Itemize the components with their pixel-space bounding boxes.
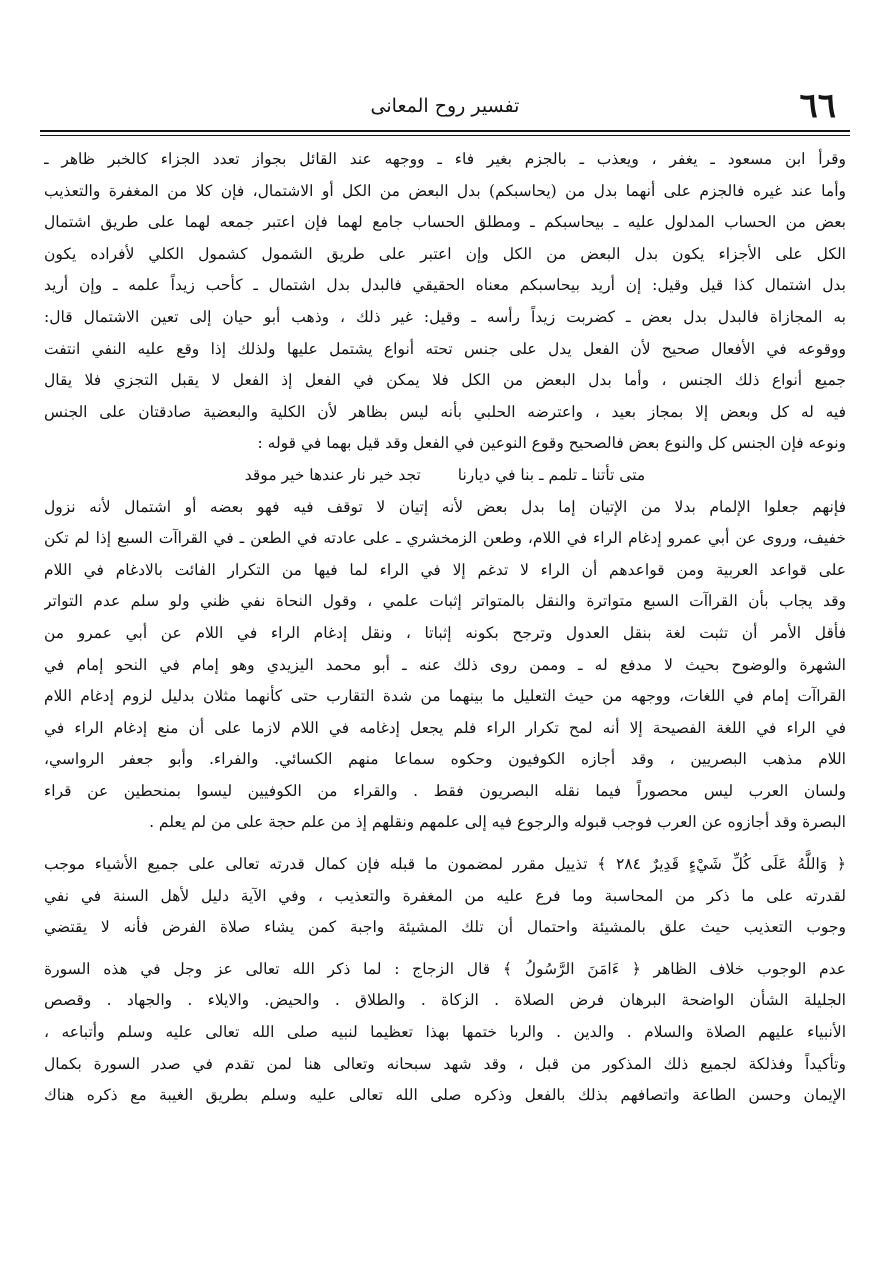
text-line: بعض من الحساب المدلول عليه ـ بيحاسبكم ـ ومطلق الحساب جامع لهما فإن اعتبر جمعه لهما على طريق اشتمال bbox=[44, 213, 846, 232]
text-line: خفيف، وروى عن أبي عمرو إدغام الراء في اللام، وطعن الزمخشري ـ على عادته في الطعن ـ في القراآت السبع إذا لم تكن bbox=[44, 529, 846, 548]
text-line: وتأكيداً وفذلكة لجميع ذلك المذكور من قبل ، وقد شهد سبحانه وتعالى هنا لمن تقدم في صدر السورة بكمال bbox=[44, 1054, 846, 1073]
verse-second-hemistich: تجد خير نار عندها خير موقد bbox=[244, 465, 421, 484]
text-line: وأما عند غيره فالجزم على أنهما بدل من (يحاسبكم) بدل البعض من الكل أو الاشتمال، فإن كلا من المغفرة والتعذيب bbox=[44, 181, 846, 200]
paragraph-gap bbox=[44, 944, 846, 954]
text-line: الجليلة الشأن الواضحة البرهان فرض الصلاة . الزكاة . والطلاق . والحيض. والايلاء . والجهاد . وقصص bbox=[44, 991, 846, 1010]
paragraph-1 bbox=[44, 144, 846, 460]
text-line: وجوب التعذيب حيث علق بالمشيئة واحتمال أن تلك المشيئة واجبة كمن يشاء صلاة الفرض فأنه لا يقتضي bbox=[44, 918, 846, 937]
verse-first-hemistich: متى تأتنا ـ تلمم ـ بنا في ديارنا bbox=[457, 465, 646, 484]
text-line: لقدرته على ما ذكر من المحاسبة وما فرع عليه من المغفرة والتعذيب ، وفي الآية دليل لأهل السنة في نفي bbox=[44, 886, 846, 905]
header-rule-thin bbox=[40, 135, 850, 136]
text-line: ونوعه فإن الجنس كل والنوع بعض فالصحيح وقوع النوعين في الفعل وقد قيل بهما في قوله : bbox=[257, 434, 846, 453]
text-line-quran: ﴿ وَاللَّهُ عَلَى كُلِّ شَيْءٍ قَدِيرٌ ٢٨٤ ﴾ تذييل مقرر لمضمون ما قبله فإن كمال قدرته تعالى على جميع الأشياء موجب bbox=[44, 855, 846, 874]
header-rule bbox=[40, 130, 850, 132]
text-line: ووقوعه في الأفعال صحيح لأن الفعل يدل على جنس تحته أنواع يشتمل عليها ولذلك إذا وقع عليه النفي انتفت bbox=[44, 339, 846, 358]
text-line: فأقل الأمر أن تثبت لغة بنقل العدول وترجح بكونه إثباتا ، ونقل إدغام الراء في اللام عن أبي عمرو من bbox=[44, 623, 846, 642]
text-line: به المجازاة فالبدل بدل بعض ـ كضربت زيداً رأسه ـ وقيل: غير ذلك ، وذهب أبو حيان إلى تعين الاشتمال قال: bbox=[44, 307, 846, 326]
text-line: في الراء في اللغة الفصيحة إلا أنه لمح تكرار الراء فلم يجعل إدغامه في اللام لازما على أن منع إدغام الراء في bbox=[44, 718, 846, 737]
body-text bbox=[44, 144, 846, 1112]
poetry-verse bbox=[44, 460, 846, 492]
text-line: فيه له كل وبعض إلا بمجاز بعيد ، واعترضه الحلبي بأنه ليس بظاهر لأن الكلية والبعضية صادقتان على الجنس bbox=[44, 402, 846, 421]
paragraph-2 bbox=[44, 492, 846, 840]
text-line: الكل على الأجزاء يكون بدل البعض من الكل وإن اعتبر على طريق الشمول كشمول الكلي لأفراده يكون bbox=[44, 244, 846, 263]
text-line: على قواعد العربية ومن قواعدهم أن الراء لا تدغم إلا في الراء لما فيها من التكرار الفائت بالادغام في اللام bbox=[44, 560, 846, 579]
text-line: وقد يجاب بأن القراآت السبع متواترة والنقل بالمتواتر إثبات علمي ، وقول النحاة نفي ظني ولو سلم عدم التواتر bbox=[44, 592, 846, 611]
text-line: البصرة وقد أجازوه عن العرب فوجب قبوله والرجوع فيه إلى علمهم ونقلهم إذ من علم حجة على من لم يعلم . bbox=[149, 813, 846, 832]
text-line: بدل اشتمال كذا قيل وقيل: إن أريد بيحاسبكم معناه الحقيقي فالبدل بدل اشتمال ـ كأحب زيداً علمه ـ وإن أريد bbox=[44, 276, 846, 295]
text-line-quran: عدم الوجوب خلاف الظاهر ﴿ ءَامَنَ الرَّسُولُ ﴾ قال الزجاج : لما ذكر الله تعالى عز وجل في هذه السورة bbox=[44, 959, 846, 978]
text-line: وقرأ ابن مسعود ـ يغفر ، ويعذب ـ بالجزم بغير فاء ـ ووجهه عند القائل بجواز تعدد الجزاء كالخبر ظاهر ـ bbox=[44, 150, 846, 168]
paragraph-gap bbox=[44, 839, 846, 849]
text-line: القراآت إمام في اللغات، ووجهه من حيث التعليل ما بينهما من شدة التقارب حتى كأنهما مثلان بدليل لزوم إدغام اللام bbox=[44, 687, 846, 706]
page-header bbox=[40, 82, 850, 138]
text-line: فإنهم جعلوا الإلمام بدلا من الإتيان إما بدل بعض لأنه إتيان لا توقف فيه فهو بعضه أو اشتمال لأنه نزول bbox=[44, 497, 846, 516]
paragraph-4 bbox=[44, 954, 846, 1112]
text-line: الشهرة والوضوح بحيث لا مدفع له ـ وممن روى ذلك عنه ـ أبو محمد اليزيدي وهو إمام في النحو إمام في bbox=[44, 655, 846, 674]
running-title: تفسير روح المعانى bbox=[370, 95, 520, 117]
paragraph-3 bbox=[44, 849, 846, 944]
text-line: جميع أنواع ذلك الجنس ، وأما بدل البعض من الكل فلا يمكن في الفعل إذ الفعل لا يقبل التجزي فلا يقال bbox=[44, 371, 846, 390]
text-line: الإيمان وحسن الطاعة واتصافهم بذلك بالفعل وذكره صلى الله تعالى عليه وسلم بطريق الغيبة مع ذكره هناك bbox=[44, 1086, 846, 1105]
text-line: الأنبياء عليهم الصلاة والسلام . والدين . والربا ختمها بهذا تعظيما لنبيه صلى الله تعالى عليه وسلم وأتباعه ، bbox=[44, 1023, 846, 1042]
text-line: ولسان العرب ليس محصوراً فيما نقله البصريون فقط . والقراء من الكوفيين ليسوا بمنحطين عن قراء bbox=[44, 781, 846, 800]
page-number: ٦٦ bbox=[799, 86, 836, 126]
text-line: اللام مذهب البصريين ، وقد أجازه الكوفيون وحكوه سماعا منهم الكسائي. والفراء. وأبو جعفر الرواسي، bbox=[44, 750, 846, 769]
